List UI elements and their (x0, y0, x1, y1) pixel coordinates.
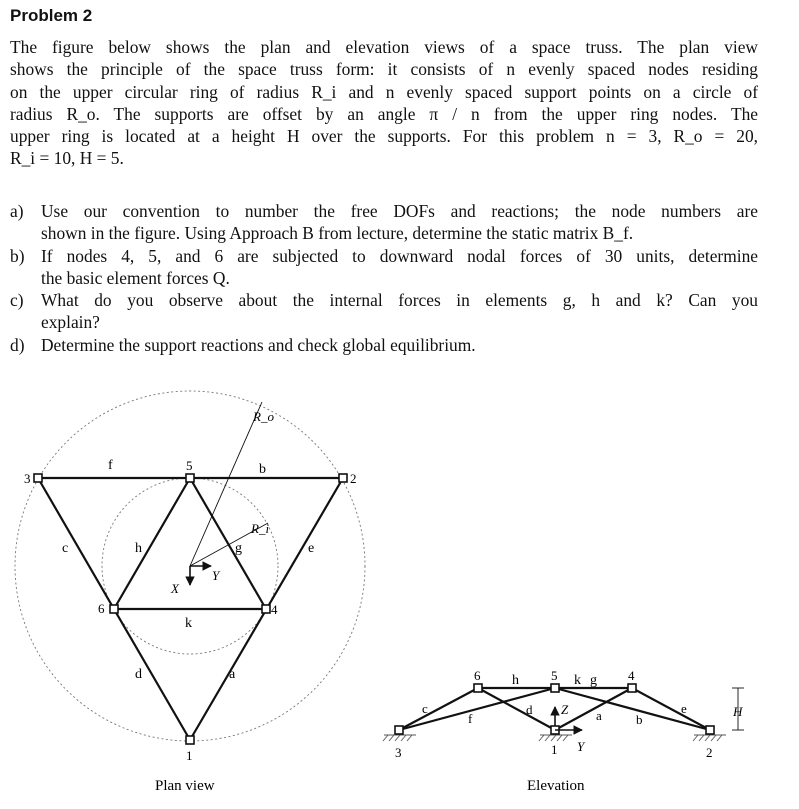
elev-member-c (399, 688, 478, 730)
elev-label-c: c (422, 701, 428, 716)
plan-view-caption: Plan view (155, 778, 215, 794)
plan-node-6-label: 6 (98, 601, 105, 616)
statement-line: R_i = 10, H = 5. (10, 148, 124, 169)
elev-support-3-hatch (383, 735, 416, 741)
elev-node-6-label: 6 (474, 668, 481, 683)
plan-node-2-label: 2 (350, 471, 357, 486)
plan-node-5-marker (186, 474, 194, 482)
plan-label-g: g (235, 541, 242, 556)
question-label: a) (10, 201, 24, 221)
plan-node-4-marker (262, 605, 270, 613)
question-line: shown in the figure. Using Approach B from lecture, determine the static matrix B_f. (41, 223, 634, 244)
question-line: Determine the support reactions and check global equilibrium. (41, 334, 476, 355)
question-label: d) (10, 334, 25, 355)
elev-label-d: d (526, 702, 533, 717)
question-line: What do you observe about the internal forces in elements g, h and k? Can you (41, 290, 758, 311)
elev-node-3-label: 3 (395, 745, 402, 760)
elev-support-1-hatch (539, 735, 572, 741)
elev-label-b: b (636, 712, 643, 727)
plan-view (15, 391, 365, 794)
elev-label-f: f (468, 711, 473, 726)
elev-node-6-marker (474, 684, 482, 692)
question-line: explain? (41, 312, 100, 333)
elev-height-label: H (733, 704, 743, 719)
plan-label-e: e (308, 541, 315, 556)
elev-z-label: Z (561, 702, 569, 717)
problem-heading: Problem 2 (10, 6, 93, 25)
elevation-view (383, 668, 744, 794)
plan-x-label: X (171, 581, 179, 596)
elev-label-e: e (681, 701, 687, 716)
question-label: c) (10, 290, 24, 311)
elevation-caption: Elevation (527, 778, 585, 794)
elev-node-5-marker (551, 684, 559, 692)
plan-label-f: f (108, 458, 113, 473)
question-line: the basic element forces Q. (41, 267, 230, 288)
plan-node-4-label: 4 (271, 602, 278, 617)
plan-label-k: k (185, 616, 192, 631)
plan-ri-label: R_i (251, 521, 270, 536)
statement-line: radius R_o. The supports are offset by an angle π / n from the upper ring nodes. The (10, 103, 758, 124)
elev-node-4-marker (628, 684, 636, 692)
plan-label-a: a (229, 667, 236, 682)
plan-node-2-marker (339, 474, 347, 482)
plan-ro-label: R_o (253, 409, 274, 424)
plan-label-h: h (135, 541, 142, 556)
elev-support-2-hatch (693, 735, 726, 741)
elev-member-d (478, 688, 555, 730)
plan-node-1-label: 1 (186, 748, 193, 763)
question-line: If nodes 4, 5, and 6 are subjected to downward nodal forces of 30 units, determine (41, 245, 758, 266)
statement-line: upper ring is located at a height H over the supports. For this problem n = 3, R_o = 20, (10, 126, 758, 147)
elev-label-a: a (596, 708, 602, 723)
plan-node-5-label: 5 (186, 458, 193, 473)
elev-node-2-marker (706, 726, 714, 734)
plan-node-1-marker (186, 736, 194, 744)
statement-line: The figure below shows the plan and elevation views of a space truss. The plan view (10, 37, 758, 57)
elev-y-label: Y (577, 739, 585, 754)
elev-label-h: h (512, 673, 519, 688)
elev-node-2-label: 2 (706, 745, 713, 760)
plan-member-g (190, 478, 266, 609)
elev-node-4-label: 4 (628, 668, 635, 683)
plan-label-b: b (259, 462, 266, 477)
question-label: b) (10, 245, 25, 266)
statement-line: on the upper circular ring of radius R_i and n evenly spaced support points on a circle of (10, 81, 758, 102)
elev-node-5-label: 5 (551, 668, 558, 683)
plan-node-6-marker (110, 605, 118, 613)
plan-y-label: Y (212, 568, 220, 583)
plan-label-c: c (62, 541, 69, 556)
elev-node-3-marker (395, 726, 403, 734)
plan-node-3-marker (34, 474, 42, 482)
question-line: Use our convention to number the free DOFs and reactions; the node numbers are (41, 201, 758, 221)
elev-label-k: k (574, 673, 581, 688)
plan-node-3-label: 3 (24, 471, 31, 486)
elev-label-g: g (590, 673, 597, 688)
elev-node-1-label: 1 (551, 742, 558, 757)
plan-label-d: d (135, 667, 142, 682)
statement-line: shows the principle of the space truss form: it consists of n evenly spaced nodes residing (10, 59, 758, 80)
elev-member-e (632, 688, 710, 730)
